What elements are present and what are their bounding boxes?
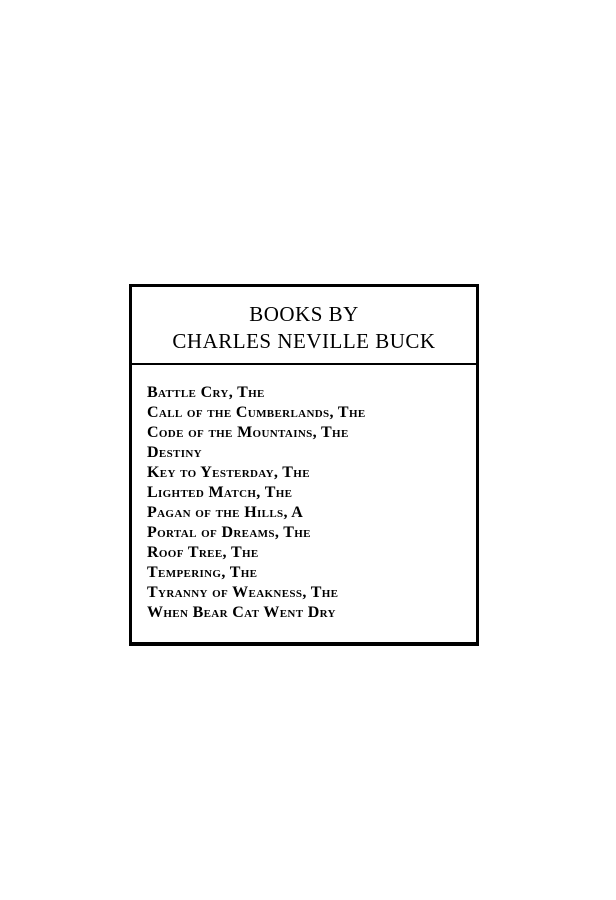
book-title: Tyranny of Weakness, The — [147, 584, 339, 601]
box-header — [132, 287, 476, 365]
book-title-list — [147, 383, 468, 623]
book-title: When Bear Cat Went Dry — [147, 604, 336, 621]
book-title: Key to Yesterday, The — [147, 464, 310, 481]
book-title: Portal of Dreams, The — [147, 524, 311, 541]
book-title: Code of the Mountains, The — [147, 424, 349, 441]
book-title: Battle Cry, The — [147, 384, 265, 401]
header-author-name: CHARLES NEVILLE BUCK — [172, 329, 436, 353]
book-title: Call of the Cumberlands, The — [147, 404, 366, 421]
book-title: Destiny — [147, 444, 202, 461]
book-list-box — [129, 284, 479, 646]
book-title: Pagan of the Hills, A — [147, 504, 304, 521]
book-title: Roof Tree, The — [147, 544, 259, 561]
book-title: Lighted Match, The — [147, 484, 293, 501]
header-books-by: BOOKS BY — [249, 302, 359, 326]
book-title: Tempering, The — [147, 564, 258, 581]
